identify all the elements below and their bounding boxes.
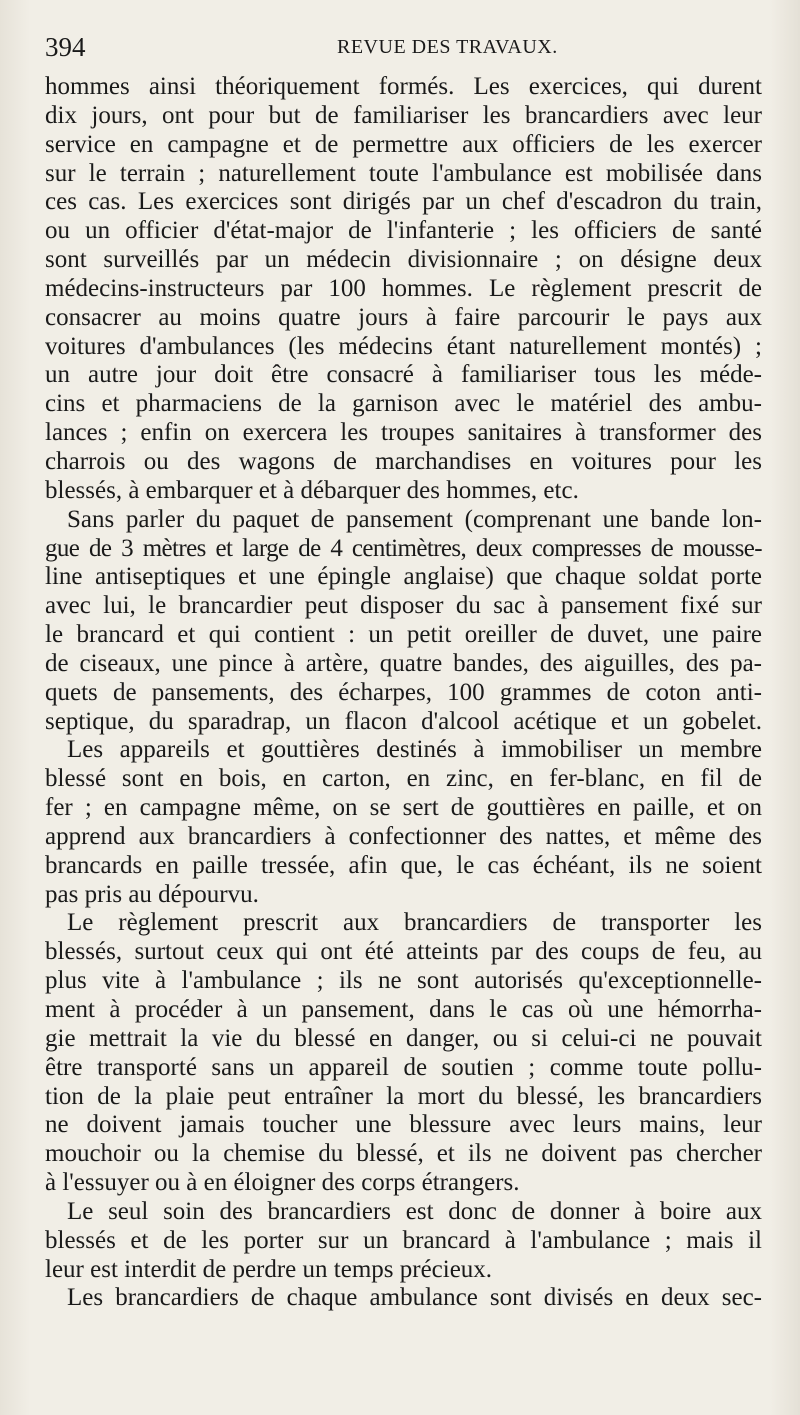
text-line: charrois ou des wagons de marchandises en voitures pour les bbox=[45, 447, 762, 475]
text-line: blessé sont en bois, en carton, en zinc, en fer-blanc, en fil de bbox=[45, 765, 762, 793]
text-line: un autre jour doit être consacré à familiariser tous les méde- bbox=[45, 361, 762, 389]
paragraph-first-line: Le seul soin des brancardiers est donc de donner à boire aux bbox=[67, 1197, 762, 1225]
body-text bbox=[45, 73, 762, 1313]
paragraph-first-line: Sans parler du paquet de pansement (comprenant une bande lon- bbox=[67, 505, 762, 533]
text-line: fer ; en campagne même, on se sert de gouttières en paille, et on bbox=[45, 794, 762, 822]
text-line: quets de pansements, des écharpes, 100 grammes de coton anti- bbox=[45, 678, 762, 706]
page-header bbox=[45, 32, 760, 62]
text-line: ou un officier d'état-major de l'infanterie ; les officiers de santé bbox=[45, 217, 762, 245]
text-line: ces cas. Les exercices sont dirigés par un chef d'escadron du train, bbox=[45, 188, 762, 216]
text-line: apprend aux brancardiers à confectionner des nattes, et même des bbox=[45, 822, 762, 850]
text-line: médecins-instructeurs par 100 hommes. Le règlement prescrit de bbox=[45, 274, 762, 302]
text-line: voitures d'ambulances (les médecins étant naturellement montés) ; bbox=[45, 332, 762, 360]
text-line: blessés, surtout ceux qui ont été atteints par des coups de feu, au bbox=[45, 938, 762, 966]
text-line: consacrer au moins quatre jours à faire parcourir le pays aux bbox=[45, 303, 762, 331]
text-line: avec lui, le brancardier peut disposer du sac à pansement fixé sur bbox=[45, 592, 762, 620]
text-line: service en campagne et de permettre aux officiers de les exercer bbox=[45, 130, 762, 158]
paragraph-first-line: Les brancardiers de chaque ambulance sont divisés en deux sec- bbox=[67, 1284, 762, 1312]
text-line: le brancard et qui contient : un petit oreiller de duvet, une paire bbox=[45, 621, 762, 649]
paragraph-first-line: Le règlement prescrit aux brancardiers de transporter les bbox=[67, 909, 762, 937]
text-line: mouchoir ou la chemise du blessé, et ils ne doivent pas chercher bbox=[45, 1140, 762, 1168]
paragraph-last-line: blessés, à embarquer et à débarquer des hommes, etc. bbox=[45, 476, 579, 504]
paragraph-last-line: septique, du sparadrap, un flacon d'alcool acétique et un gobelet. bbox=[45, 707, 762, 735]
page-number: 394 bbox=[45, 32, 86, 62]
running-title: REVUE DES TRAVAUX. bbox=[337, 36, 558, 58]
text-line: ne doivent jamais toucher une blessure avec leurs mains, leur bbox=[45, 1111, 762, 1139]
paragraph-first-line: Les appareils et gouttières destinés à immobiliser un membre bbox=[67, 736, 762, 764]
text-line: hommes ainsi théoriquement formés. Les exercices, qui durent bbox=[45, 73, 762, 100]
paragraph-last-line: pas pris au dépourvu. bbox=[45, 880, 259, 908]
text-line: line antiseptiques et une épingle anglaise) que chaque soldat porte bbox=[45, 563, 762, 591]
text-line: gie mettrait la vie du blessé en danger, ou si celui-ci ne pouvait bbox=[45, 1024, 762, 1052]
paragraph-last-line: leur est interdit de perdre un temps précieux. bbox=[45, 1255, 493, 1283]
text-line: de ciseaux, une pince à artère, quatre bandes, des aiguilles, des pa- bbox=[45, 649, 762, 677]
text-line: lances ; enfin on exercera les troupes sanitaires à transformer des bbox=[45, 419, 762, 447]
text-line: être transporté sans un appareil de soutien ; comme toute pollu- bbox=[45, 1053, 762, 1081]
text-line: dix jours, ont pour but de familiariser les brancardiers avec leur bbox=[45, 101, 762, 129]
text-line: ment à procéder à un pansement, dans le cas où une hémorrha- bbox=[45, 996, 762, 1023]
text-line: brancards en paille tressée, afin que, le cas échéant, ils ne soient bbox=[45, 851, 762, 879]
paragraph-last-line: à l'essuyer ou à en éloigner des corps étrangers. bbox=[45, 1169, 520, 1197]
text-line: tion de la plaie peut entraîner la mort du blessé, les brancardiers bbox=[45, 1082, 762, 1110]
text-line: blessés et de les porter sur un brancard à l'ambulance ; mais il bbox=[45, 1226, 762, 1254]
text-line: gue de 3 mètres et large de 4 centimètres, deux compresses de mousse- bbox=[45, 534, 762, 562]
text-line: plus vite à l'ambulance ; ils ne sont autorisés qu'exceptionnelle- bbox=[45, 967, 762, 995]
text-line: cins et pharmaciens de la garnison avec le matériel des ambu- bbox=[45, 390, 762, 418]
text-line: sont surveillés par un médecin divisionnaire ; on désigne deux bbox=[45, 246, 762, 274]
text-line: sur le terrain ; naturellement toute l'ambulance est mobilisée dans bbox=[45, 159, 762, 187]
